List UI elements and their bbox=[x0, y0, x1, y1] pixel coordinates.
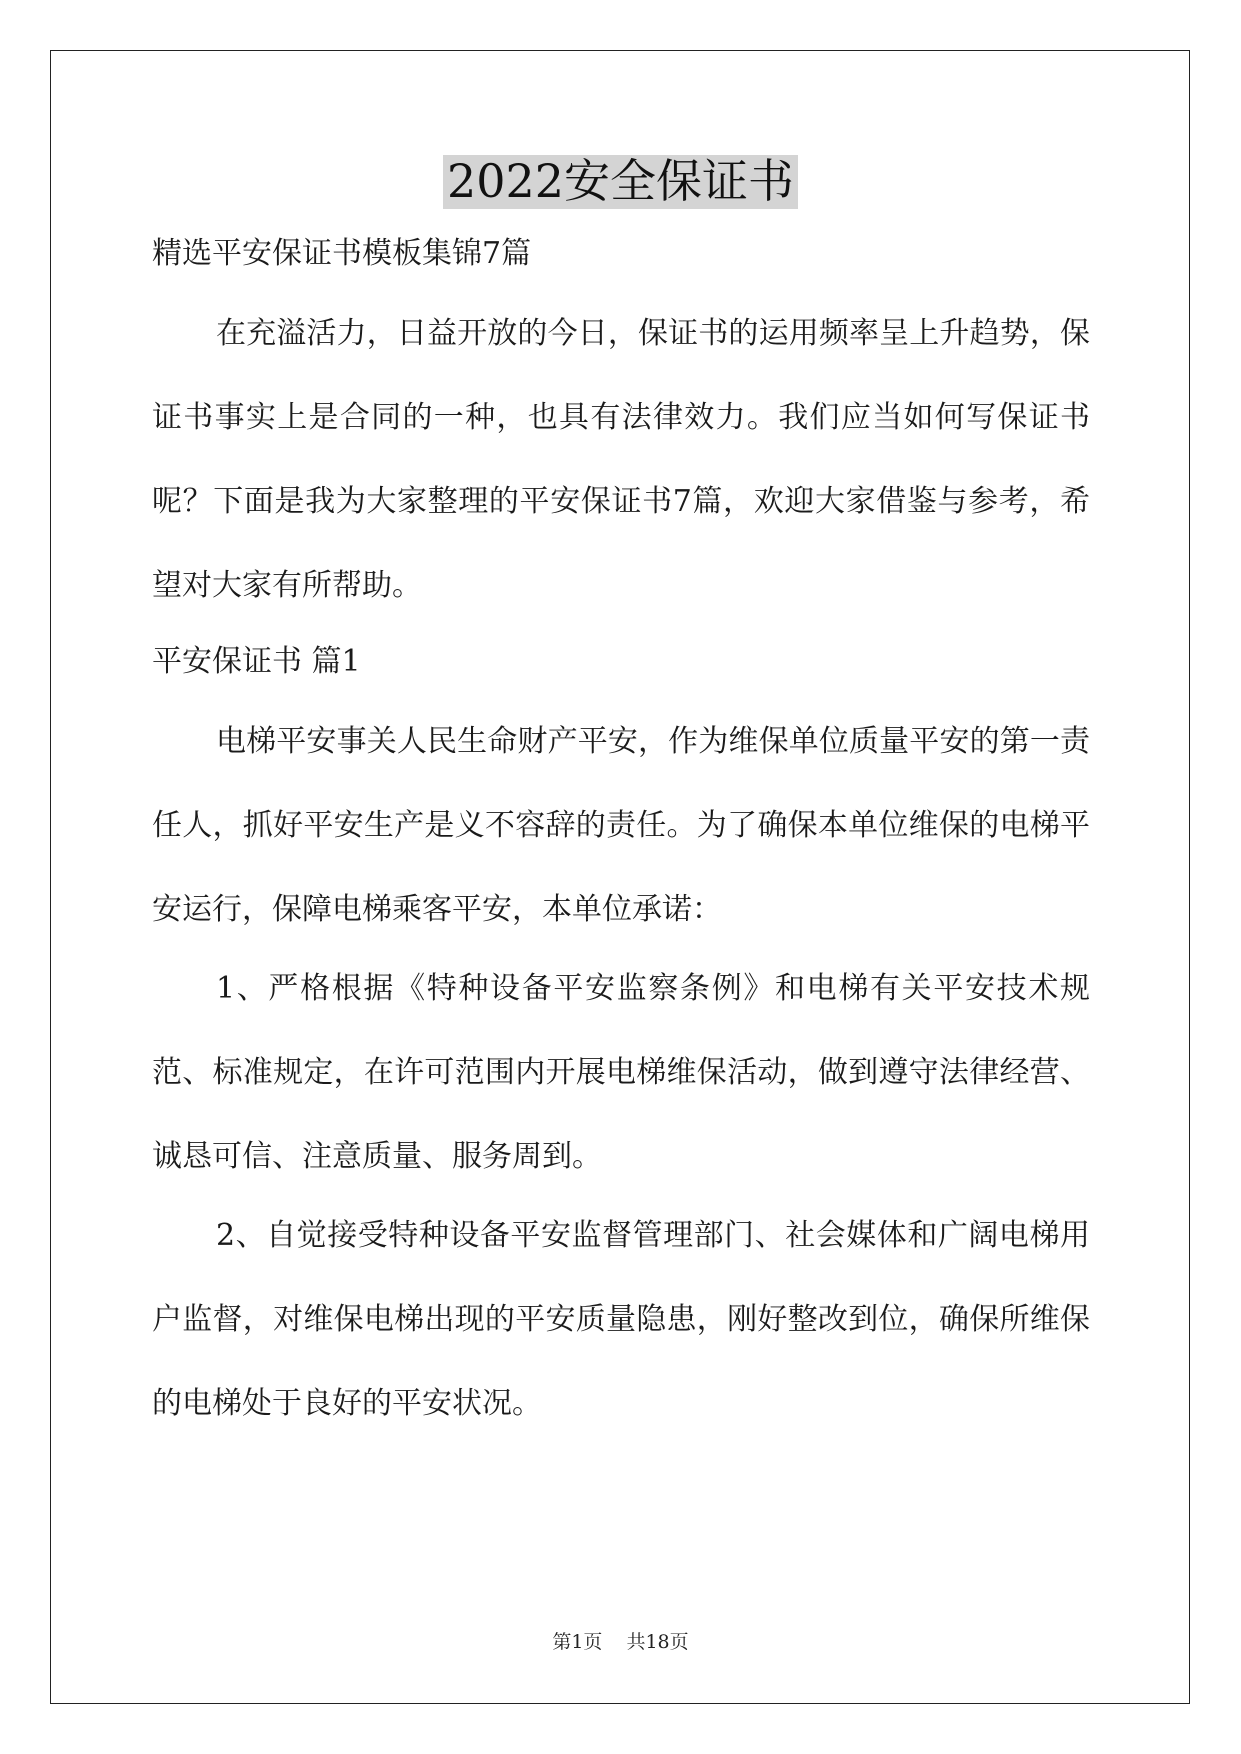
page-footer bbox=[0, 1627, 1241, 1654]
section-heading: 平安保证书 篇1 bbox=[152, 644, 361, 679]
document-title bbox=[0, 155, 1241, 209]
intro-paragraph: 在充溢活力，日益开放的今日，保证书的运用频率呈上升趋势，保证书事实上是合同的一种，也具有法律效力。我们应当如何写保证书呢？下面是我为大家整理的平安保证书7篇，欢迎大家借鉴与参考，希望对大家有所帮助。 bbox=[152, 316, 1090, 603]
document-subtitle: 精选平安保证书模板集锦7篇 bbox=[152, 236, 532, 271]
body-paragraph-2: 1、严格根据《特种设备平安监察条例》和电梯有关平安技术规范、标准规定，在许可范围内开展电梯维保活动，做到遵守法律经营、诚恳可信、注意质量、服务周到。 bbox=[152, 971, 1090, 1174]
page-number: 第1页 bbox=[552, 1631, 603, 1653]
page-total: 共18页 bbox=[626, 1631, 689, 1653]
body-paragraph-1: 电梯平安事关人民生命财产平安，作为维保单位质量平安的第一责任人，抓好平安生产是义不容辞的责任。为了确保本单位维保的电梯平安运行，保障电梯乘客平安，本单位承诺： bbox=[152, 724, 1090, 927]
body-paragraph-3: 2、自觉接受特种设备平安监督管理部门、社会媒体和广阔电梯用户监督，对维保电梯出现的平安质量隐患，刚好整改到位，确保所维保的电梯处于良好的平安状况。 bbox=[152, 1218, 1090, 1421]
title-text: 2022安全保证书 bbox=[443, 155, 798, 209]
